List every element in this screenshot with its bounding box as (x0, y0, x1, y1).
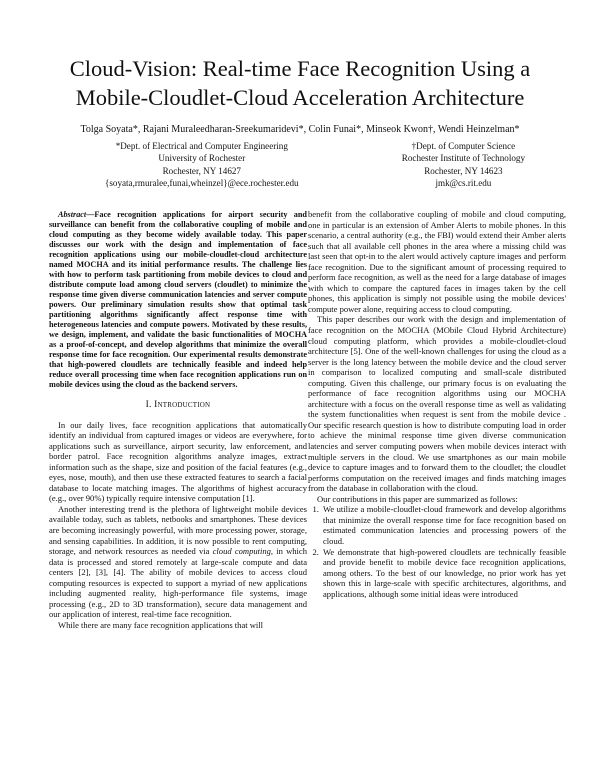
intro-paragraph-2-emphasis: cloud computing (212, 546, 271, 557)
contribution-item: 2. We demonstrate that high-powered cloudlets are technically feasible and provide benefit to mobile device face recognition applications, among others. To the best of our knowledge, no prior work has yet shown this in large-scale with specific architectures, algorithms, and applications, although some initial ideas were introduced (321, 547, 566, 600)
affiliation-city: Rochester, NY 14623 (424, 165, 503, 176)
affiliation-email: jmk@cs.rit.edu (435, 177, 492, 188)
contributions-list (308, 504, 566, 599)
intro-paragraph-1: In our daily lives, face recognition applications that automatically identify an individual from captured images or videos are everywhere, for applications such as surveillance, airport security, law enforcement, and border patrol. Face recognition algorithms analyze images, extract information such as the shape, size and position of the facial features (e.g., eyes, nose, mouth), and then use these extracted features to search a facial database to locate matching images. The algorithms of highest accuracy (e.g., over 90%) typically require intensive computation [1]. (49, 419, 307, 504)
affiliation-dept: *Dept. of Electrical and Computer Engineering (115, 141, 288, 151)
affiliation-rit (402, 140, 525, 189)
intro-paragraph-2 (49, 504, 307, 620)
title-line-2: Mobile-Cloudlet-Cloud Acceleration Architecture (75, 85, 525, 110)
paper-title (20, 54, 580, 112)
author-list: Tolga Soyata*, Rajani Muraleedharan-Sreekumaridevi*, Colin Funai*, Minseok Kwon†, Wendi Heinzelman* (80, 124, 520, 135)
contribution-item: 1. We utilize a mobile-cloudlet-cloud framework and develop algorithms that minimize the overall response time for face recognition based on estimated communication latencies and processing powers of the cloud. (321, 504, 566, 546)
affiliation-city: Rochester, NY 14627 (162, 165, 241, 176)
affiliations (105, 140, 525, 189)
affiliation-university: Rochester Institute of Technology (401, 153, 525, 164)
right-paragraph-3: Our contributions in this paper are summarized as follows: (317, 493, 518, 504)
intro-paragraph-2-part-a: Another interesting trend is the plethora of lightweight mobile devices available today, such as tablets, netbooks and smartphones. These devices are becoming increasingly powerful, with more processing power, storage, and sensing capabilities. In addition, it is now possible to rent computing, storage, and network resources as needed via (49, 503, 307, 557)
intro-paragraph-3: While there are many face recognition applications that will (58, 619, 264, 630)
intro-paragraph-2-part-b: , in which data is processed and stored remotely at large-scale compute and data centers [2], [3], [4]. The ability of mobile devices to access cloud computing resources is expected to support a myriad of new applications including augmented reality, high-performance file systems, image processing (e.g., 2D to 3D transformation), secure data management and our application of interest, real-time face recognition. (49, 546, 308, 620)
abstract-lead: Abstract (58, 210, 87, 219)
right-paragraph-2: This paper describes our work with the design and implementation of face recognition on the MOCHA (MObile Cloud Hybrid Architecture) cloud computing platform, which provides a mobile-cloudlet-cloud architecture [5]. One of the well-known challenges for using the cloud as a server is the long latency between the mobile device and the cloud server in comparison to localized computing and small-scale distributed computing. Given this challenge, our primary focus is on evaluating the performance of face recognition algorithms using our MOCHA architecture with a focus on the overall response time as well as validating the system functionalities when request is sent from the mobile device . Our specific research question is how to distribute computing load in order to achieve the minimal response time given diverse communication latencies and server computing powers when mobile devices interact with multiple servers in the cloud. We use smartphones as our main mobile device to capture images and to forward them to the cloudlet; the cloudlet performs computation on the received images and finds matching images from the database in collaboration with the cloud. (308, 314, 566, 494)
title-line-1: Cloud-Vision: Real-time Face Recognition Using a (69, 56, 531, 81)
affiliation-rochester (105, 140, 299, 189)
abstract (49, 210, 307, 390)
affiliation-university: University of Rochester (158, 153, 246, 164)
left-column (49, 210, 307, 630)
right-column (308, 209, 566, 599)
right-paragraph-1: benefit from the collaborative coupling of mobile and cloud computing, one in particular is an extension of Amber Alerts to mobile phones. In this scenario, a central authority (e.g., the FBI) would extend their Amber alerts such that all available cell phones in the area where a missing child was last seen that opt-in to the alert would actively capture images and perform face recognition. Due to the significant amount of processing required to perform face recognition, as well as the need for a large database of images with which to compare the captured faces in images taken by the cell phones, this application is simply not possible using the mobile devices' compute power alone, requiring access to cloud computing. (308, 209, 566, 314)
affiliation-email: {soyata,rmuralee,funai,wheinzel}@ece.rochester.edu (105, 177, 299, 188)
affiliation-dept: †Dept. of Computer Science (411, 141, 516, 151)
section-heading: I. Introduction (145, 400, 211, 410)
abstract-text: —Face recognition applications for airport security and surveillance can benefit from the collaborative coupling of mobile and cloud computing as they become widely available today. This paper discusses our work with the design and implementation of face recognition applications using our mobile-cloudlet-cloud architecture named MOCHA and its initial performance results. The challenge lies with how to perform task partitioning from mobile devices to cloud and distribute compute load among cloud servers (cloudlet) to minimize the response time given diverse communication latencies and server compute powers. Our preliminary simulation results show that optimal task partitioning algorithms significantly affect response time with heterogeneous latencies and compute powers. Motivated by these results, we design, implement, and validate the basic functionalities of MOCHA as a proof-of-concept, and develop algorithms that minimize the overall response time for face recognition. Our experimental results demonstrate that high-powered cloudlets are technically feasible and indeed help reduce overall processing time when face recognition applications run on mobile devices using the cloud as the backend servers. (49, 210, 307, 389)
